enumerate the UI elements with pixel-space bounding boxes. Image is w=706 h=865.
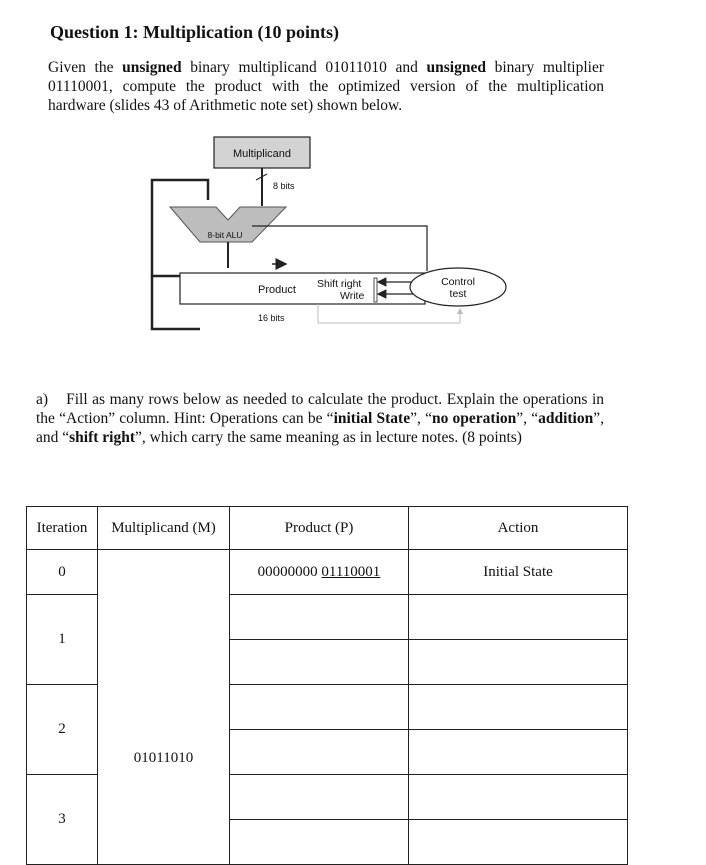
- action-cell-2a[interactable]: [409, 685, 628, 730]
- product-label: Product: [258, 284, 296, 296]
- product-cell-2b[interactable]: [230, 730, 409, 775]
- product-cell-3b[interactable]: [230, 820, 409, 865]
- product-cell-3a[interactable]: [230, 775, 409, 820]
- iteration-cell-1: 1: [27, 595, 98, 685]
- header-multiplicand: Multiplicand (M): [98, 507, 230, 550]
- part-a-prompt: a) Fill as many rows below as needed to calculate the product. Explain the operations in the “Action” column. Hint: Operations can be “initial State”, “no operation”, “addition”, and “shift right”, which carry the same meaning as in lecture notes. (8 points): [36, 391, 604, 446]
- shift-right-label: Shift right: [317, 278, 362, 290]
- action-cell-3a[interactable]: [409, 775, 628, 820]
- control-label-line1: Control: [441, 276, 475, 288]
- alu-label: 8-bit ALU: [207, 230, 243, 240]
- control-label-line2: test: [449, 288, 467, 300]
- table-row: [27, 550, 628, 595]
- iteration-cell-2: 2: [27, 685, 98, 775]
- multiplication-table: [26, 506, 628, 865]
- product-low: 01110001: [321, 563, 381, 580]
- multiplicand-cell: [98, 550, 230, 865]
- action-cell-1a[interactable]: [409, 595, 628, 640]
- multiplication-hardware-diagram: [140, 130, 520, 340]
- product-cell-1a[interactable]: [230, 595, 409, 640]
- multiplicand-label: Multiplicand: [232, 148, 292, 160]
- question-intro: Given the unsigned binary multiplicand 01011010 and unsigned binary multiplier 01110001, compute the product with the optimized version of the multiplication hardware (slides 43 of Arithmetic note set) shown below.: [48, 59, 604, 114]
- iteration-cell-3: 3: [27, 775, 98, 865]
- question-title: Question 1: Multiplication (10 points): [50, 22, 340, 42]
- header-product: Product (P): [230, 507, 409, 550]
- lsb-wire: [318, 304, 460, 323]
- header-action: Action: [409, 507, 628, 550]
- table-header-row: [27, 507, 628, 550]
- write-label: Write: [340, 290, 365, 302]
- product-cell-0: [230, 550, 409, 595]
- product-bits-label: 16 bits: [258, 313, 285, 323]
- multiplicand-bits-label: 8 bits: [273, 181, 295, 191]
- header-iteration: Iteration: [27, 507, 98, 550]
- action-cell-2b[interactable]: [409, 730, 628, 775]
- action-cell-3b[interactable]: [409, 820, 628, 865]
- action-cell-1b[interactable]: [409, 640, 628, 685]
- product-high: 00000000: [257, 563, 318, 580]
- action-cell-0: Initial State: [409, 550, 628, 595]
- product-register: [180, 273, 425, 304]
- iteration-cell-0: 0: [27, 550, 98, 595]
- multiplicand-value: 01011010: [133, 750, 194, 766]
- product-cell-2a[interactable]: [230, 685, 409, 730]
- product-cell-1b[interactable]: [230, 640, 409, 685]
